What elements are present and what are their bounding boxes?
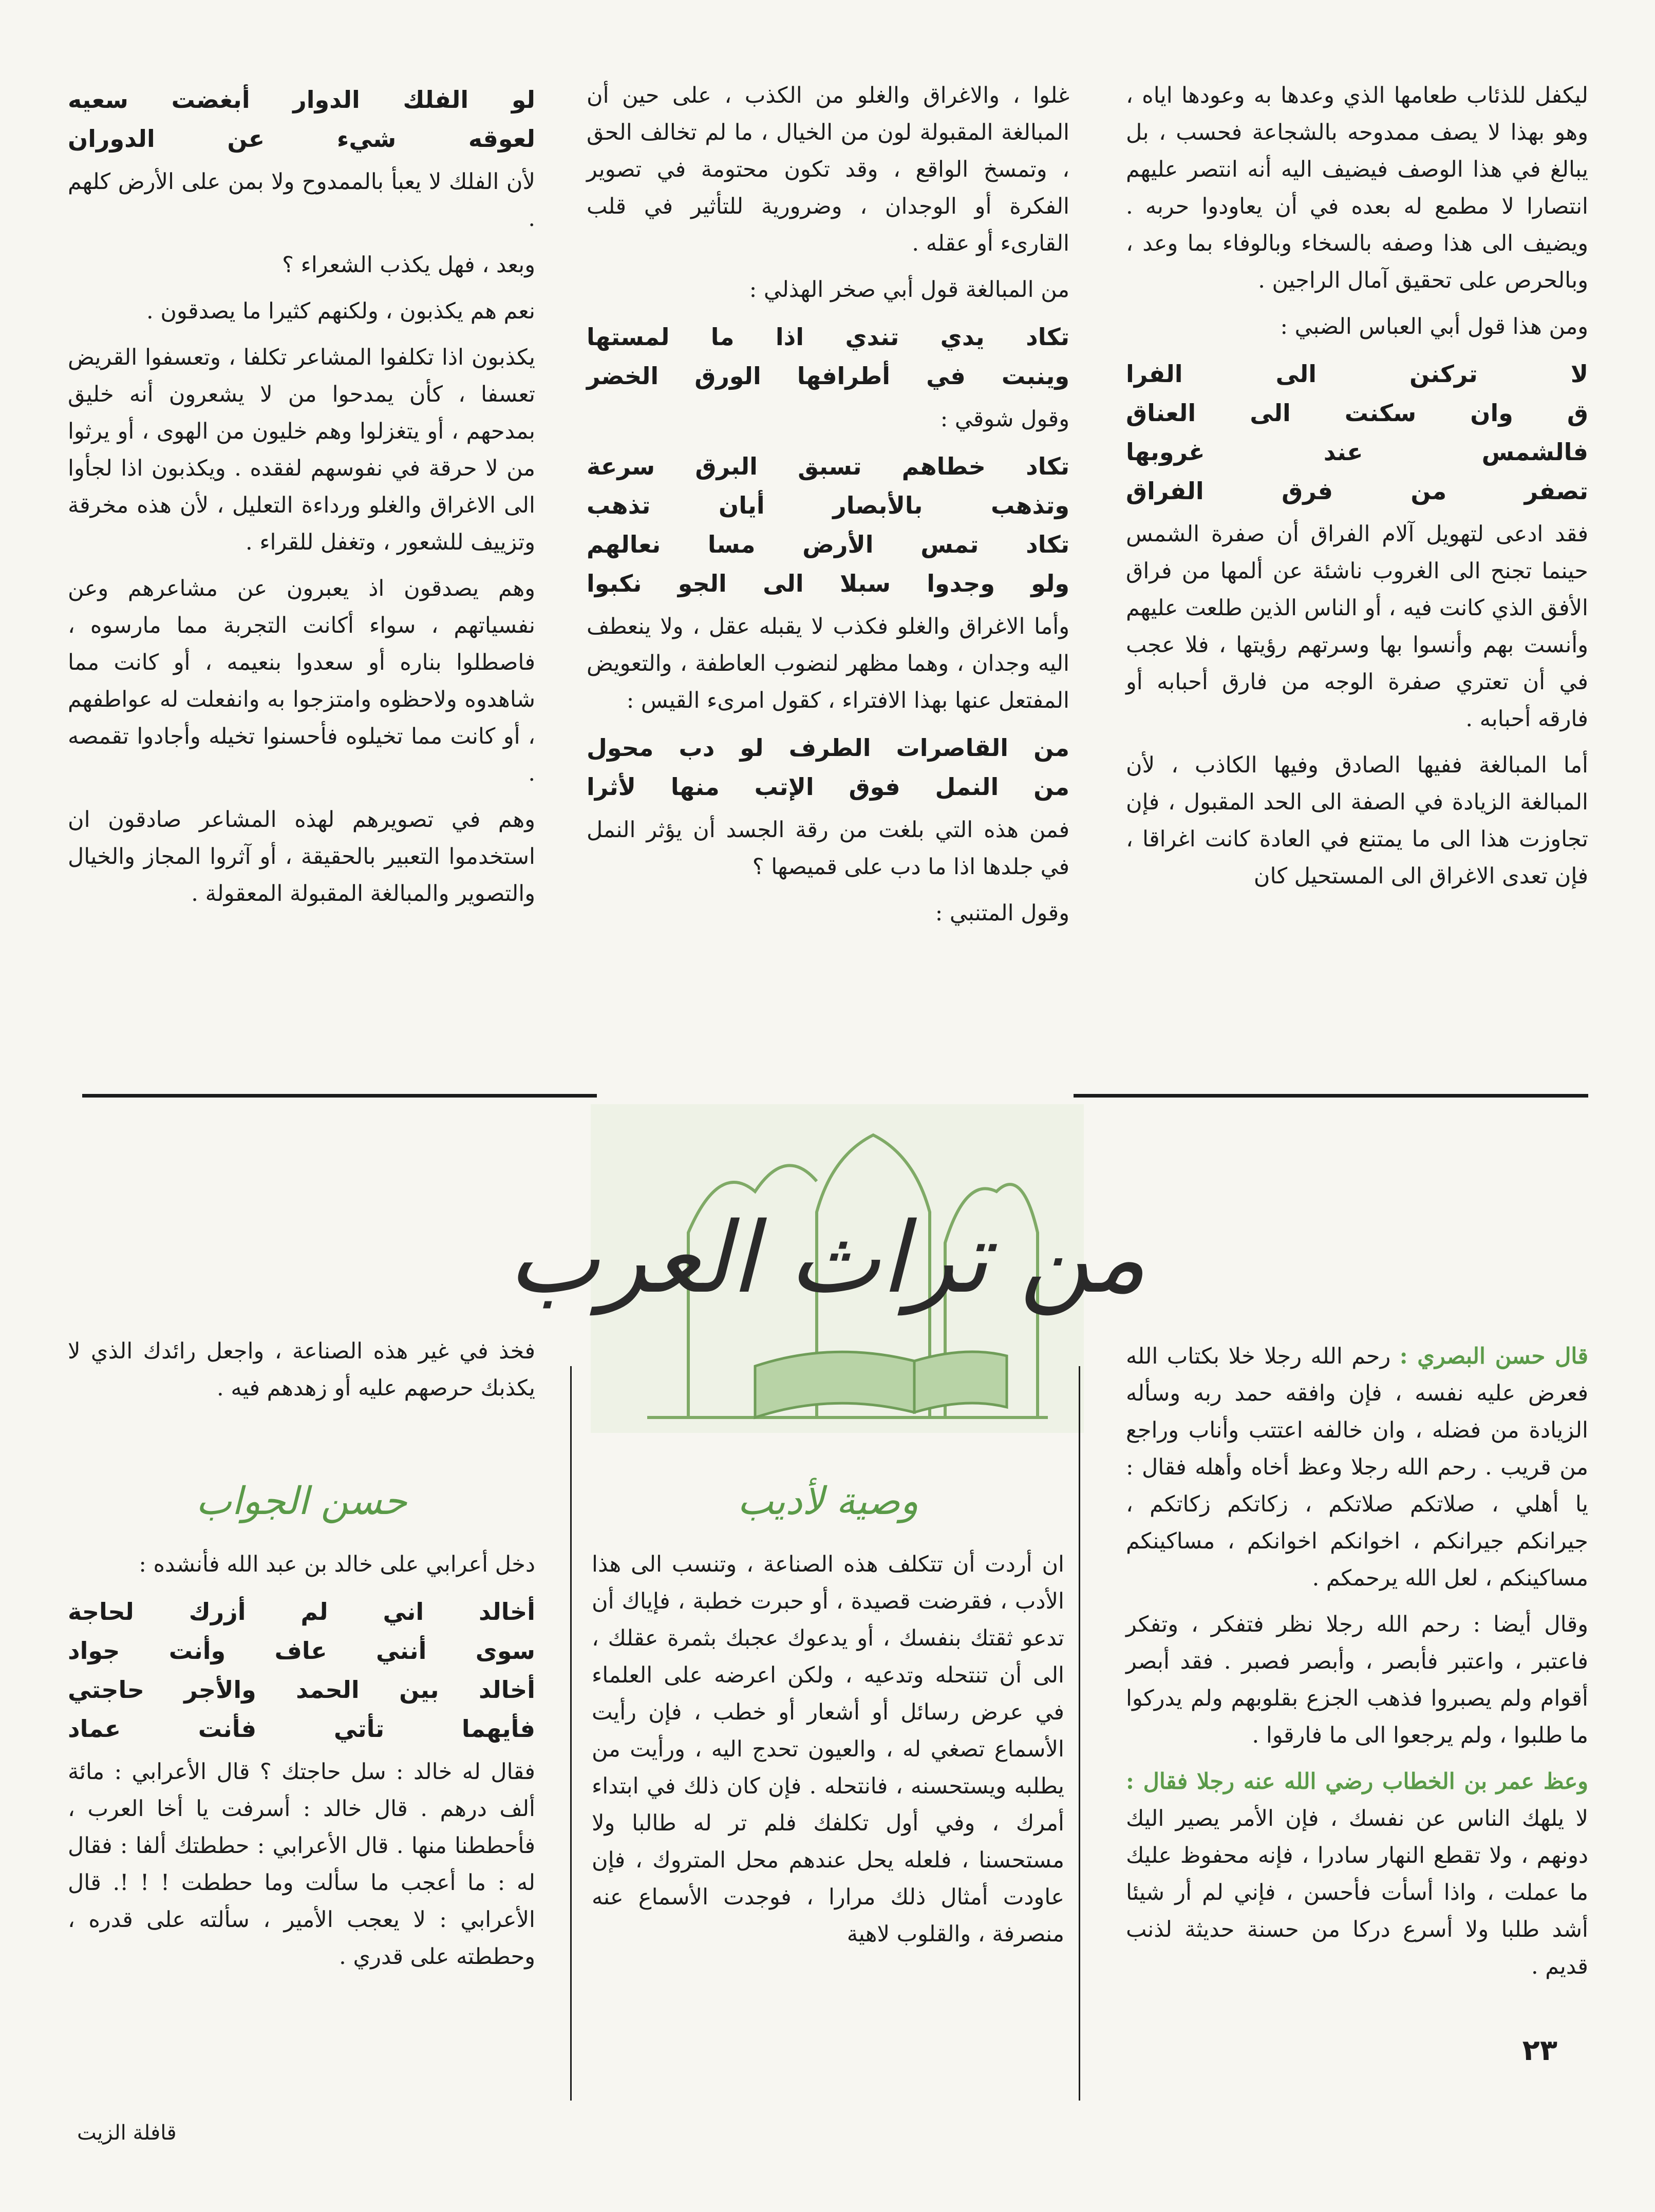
poem [587,447,1069,603]
section-title-good-answer: حسن الجواب [196,1479,407,1523]
paragraph: وقول شوقي : [940,406,1069,432]
poem-line: فأيهما تأتي فأنت عماد [68,1715,535,1743]
column-divider [570,1366,572,2101]
bottom-left-column [68,1546,535,1984]
paragraph: دخل أعرابي على خالد بن عبد الله فأنشده : [139,1552,535,1577]
speaker-name: وعظ عمر بن الخطاب رضي الله عنه رجلا فقال : [1126,1769,1588,1794]
poem-line: وتذهب بالأبصار أيان تذهب [587,491,1069,519]
paragraph: ان أردت أن تتكلف هذه الصناعة ، وتنسب الى هذا الأدب ، فقرضت قصيدة ، أو حبرت خطبة ، فإياك أن تدعو ثقتك بنفسك ، أو يدعوك عجبك بثمرة عقلك ، الى أن تنتحله وتدعيه ، ولكن اعرضه على العلماء في عرض رسائل أو أشعار أو خطب ، فإن رأيت الأسماع تصغي له ، والعيون تحدج اليه ، ورأيت من يطلبه ويستحسنه ، فانتحله . فإن كان ذلك في ابتداء أمرك ، وفي أول تكلفك فلم تر له طالبا ولا مستحسنا ، فلعله يحل عندهم محل المتروك ، فإن عاودت أمثال ذلك مرارا ، فوجدت الأسماع عنه منصرفة ، والقلوب لاهية [592,1552,1064,1947]
poem-line: أخالد اني لم أزرك لحاجة [68,1598,535,1625]
paragraph: فمن هذه التي بلغت من رقة الجسد أن يؤثر النمل في جلدها اذا ما دب على قميصها ؟ [587,817,1069,880]
speaker-name: قال حسن البصري : [1399,1344,1588,1369]
poem-line: أخالد بين الحمد والأجر حاجتي [68,1676,535,1704]
poem-line: من القاصرات الطرف لو دب محول [587,734,1069,762]
column-divider [1079,1366,1080,2101]
paragraph: فخذ في غير هذه الصناعة ، واجعل رائدك الذي لا يكذبك حرصهم عليه أو زهدهم فيه . [68,1338,535,1401]
poem-line: لا تركنن الى الفرا [1126,360,1588,388]
section-divider-left [82,1094,597,1098]
paragraph: نعم هم يكذبون ، ولكنهم كثيرا ما يصدقون . [146,298,535,324]
poem-line: تكاد يدي تندي اذا ما لمستها [587,323,1069,351]
poem [1126,354,1588,511]
quote-text: رحم الله رجلا خلا بكتاب الله فعرض عليه نفسه ، فإن وافقه حمد ربه وسأله الزيادة من فضله ، وان خالفه اعتتب وأناب وراجع من قريب . رحم الله رجلا وعظ أخاه وأهله فقال : يا أهلي ، صلاتكم صلاتكم ، زكاتكم زكاتكم ، جيرانكم جيرانكم ، اخوانكم اخوانكم ، مساكينكم مساكينكم ، لعل الله يرحمكم . [1126,1344,1588,1591]
paragraph: وأما الاغراق والغلو فكذب لا يقبله عقل ، ولا ينعطف اليه وجدان ، وهما مظهر لنضوب العاطفة ، والتعويض المفتعل عنها بهذا الافتراء ، كقول امرىء القيس : [587,614,1069,713]
paragraph: وهم يصدقون اذ يعبرون عن مشاعرهم وعن نفسياتهم ، سواء أكانت التجربة مما مارسوه ، فاصطلوا بناره أو سعدوا بنعيمه ، أو كانت مما شاهدوه ولاحظوه وامتزجوا به وانفعلت له عواطفهم ، أو كانت مما تخيلوه فأحسنوا تخيله وأجادوا تقمصه . [68,576,535,786]
top-middle-column [587,77,1069,941]
paragraph: من المبالغة قول أبي صخر الهذلي : [749,277,1069,303]
bottom-left-column-top [68,1333,535,1416]
section-title-advice: وصية لأديب [737,1479,919,1523]
paragraph: فقال له خالد : سل حاجتك ؟ قال الأعرابي : مائة ألف درهم . قال خالد : أسرفت يا أخا العرب ، فأحططنا منها . قال الأعرابي : حططتك ألفا : فقال له : ما أعجب ما سألت وما حططت ! ! !. قال الأعرابي : لا يعجب الأمير ، سألته على قدره ، وحططته على قدري . [68,1759,535,1970]
paragraph: فقد ادعى لتهويل آلام الفراق أن صفرة الشمس حينما تجنح الى الغروب ناشئة عن ألمها من فراق الأفق الذي كانت فيه ، أو الناس الذين طلعت عليهم وأنست بهم وأنسوا بها وسرتهم رؤيتها ، فلا عجب في أن تعتري صفرة الوجه من فارق أحبابه أو فارقه أحبابه . [1126,521,1588,732]
poem-line: من النمل فوق الإتب منها لأثرا [587,773,1069,801]
poem [587,728,1069,806]
poem [68,1592,535,1748]
bottom-right-column [1126,1338,1588,1994]
bottom-middle-column [592,1546,1064,1962]
poem-line: ق وان سكنت الى العناق [1126,399,1588,427]
paragraph: وبعد ، فهل يكذب الشعراء ؟ [282,252,535,278]
top-right-column [1126,77,1588,904]
paragraph: أما المبالغة ففيها الصادق وفيها الكاذب ، لأن المبالغة الزيادة في الصفة الى الحد المقبول ، فإن تجاوزت هذا الى ما يمتنع في العادة كانت اغراقا ، فإن تعدى الاغراق الى المستحيل كان [1126,752,1588,889]
paragraph: وهم في تصويرهم لهذه المشاعر صادقون ان استخدموا التعبير بالحقيقة ، أو آثروا المجاز والخيال والتصوير والمبالغة المقبولة المعقولة . [68,807,535,906]
poem-line: فالشمس عند غروبها [1126,438,1588,466]
section-divider-right [1074,1094,1588,1098]
poem-line: تكاد تمس الأرض مسا نعالهم [587,531,1069,558]
paragraph: لأن الفلك لا يعبأ بالممدوح ولا بمن على الأرض كلهم . [68,169,535,232]
quote-text: لا يلهك الناس عن نفسك ، فإن الأمر يصير اليك دونهم ، ولا تقطع النهار سادرا ، فإنه محفوظ عليك ما عملت ، واذا أسأت فأحسن ، فإني لم أر شيئا أشد طلبا ولا أسرع دركا من حسنة حديثة لذنب قديم . [1126,1806,1588,1979]
poem [68,80,535,158]
paragraph: ليكفل للذئاب طعامها الذي وعدها به وعودها اياه ، وهو بهذا لا يصف ممدوحه بالشجاعة فحسب ، بل يبالغ في هذا الوصف فيضيف اليه أنه انتصر عليهم انتصارا لا مطمع له بعده في أن يعاودوا حربه . ويضيف الى هذا وصفه بالسخاء وبالوفاء بما وعد ، وبالحرص على تحقيق آمال الراجين . [1126,83,1589,293]
paragraph [1126,1763,1588,1985]
paragraph: غلوا ، والاغراق والغلو من الكذب ، على حين أن المبالغة المقبولة لون من الخيال ، ما لم تخالف الحق ، وتمسخ الواقع ، وقد تكون محتومة في تصوير الفكرة أو الوجدان ، وضرورية للتأثير في قلب القارىء أو عقله . [587,83,1069,256]
paragraph: يكذبون اذا تكلفوا المشاعر تكلفا ، وتعسفوا القريض تعسفا ، كأن يمدحوا من لا يشعرون أنه خليق بمدحهم ، أو يتغزلوا وهم خليون من الهوى ، أو يرثوا من لا حرقة في نفوسهم لفقده . ويكذبون اذا لجأوا الى الاغراق والغلو ورداءة التعليل ، لأن هذه مخرقة وتزييف للشعور ، وتغفل للقراء . [68,345,536,555]
paragraph: وقول المتنبي : [935,900,1069,926]
poem-line: تصفر من فرق الفراق [1126,477,1588,505]
poem-line: لو الفلك الدوار أبغضت سعيه [68,86,535,114]
page-number: ٢٣ [1522,2034,1557,2067]
poem-line: ولو وجدوا سبلا الى الجو نكبوا [587,570,1069,597]
poem-line: سوى أنني عاف وأنت جواد [68,1637,535,1665]
poem-line: وينبت في أطرافها الورق الخضر [587,362,1069,390]
paragraph: وقال أيضا : رحم الله رجلا نظر فتفكر ، وتفكر فاعتبر ، واعتبر فأبصر ، وأبصر فصبر . فقد أبصر أقوام ولم يصبروا فذهب الجزع بقلوبهم ولم يدركوا ما طلبوا ، ولم يرجعوا الى ما فارقوا . [1126,1612,1588,1748]
poem-line: لعوقه شيء عن الدوران [68,125,535,153]
poem-line: تكاد خطاهم تسبق البرق سرعة [587,452,1069,480]
paragraph: ومن هذا قول أبي العباس الضبي : [1280,314,1588,339]
magazine-name: قافلة الزيت [77,2121,177,2145]
top-left-column [68,77,535,921]
poem [587,317,1069,395]
banner-title: من تراث العرب [507,1201,1146,1315]
paragraph [1126,1338,1588,1597]
